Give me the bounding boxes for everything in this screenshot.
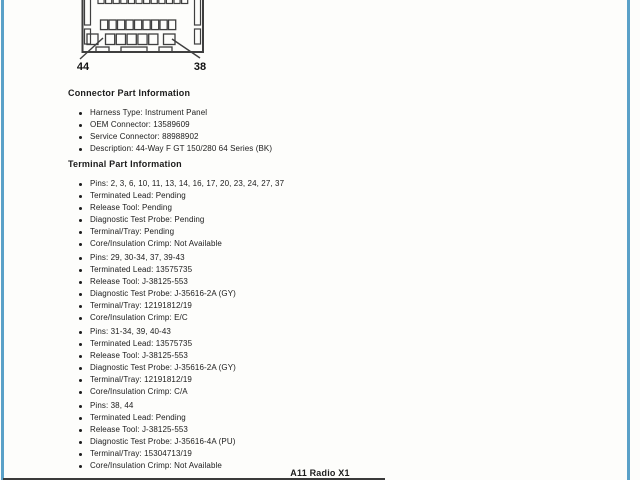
bullet-icon	[79, 207, 82, 210]
connector-diagram	[70, 0, 220, 78]
list-item	[68, 190, 573, 202]
bullet-icon	[79, 331, 82, 334]
bullet-icon	[79, 453, 82, 456]
list-item-text: Core/Insulation Crimp: Not Available	[90, 239, 222, 248]
connector-bottom-pin-row	[87, 34, 175, 45]
list-item-text: Terminal/Tray: 12191812/19	[90, 301, 192, 310]
list-item	[68, 338, 573, 350]
bullet-icon	[79, 429, 82, 432]
bullet-icon	[79, 112, 82, 115]
bullet-icon	[79, 293, 82, 296]
right-page-border	[627, 0, 630, 480]
list-item	[68, 374, 573, 386]
list-item-text: Description: 44-Way F GT 150/280 64 Series (BK)	[90, 144, 273, 153]
list-item	[68, 412, 573, 424]
list-item	[68, 362, 573, 374]
connector-top-pin-row	[98, 0, 188, 4]
list-item-text: Diagnostic Test Probe: J-35616-2A (GY)	[90, 363, 236, 372]
bullet-icon	[79, 148, 82, 151]
bullet-icon	[79, 391, 82, 394]
bullet-icon	[79, 367, 82, 370]
list-item-text: Pins: 38, 44	[90, 401, 134, 410]
bullet-icon	[79, 231, 82, 234]
list-item-text: Terminated Lead: 13575735	[90, 265, 193, 274]
document-content	[68, 88, 573, 472]
connector-middle-pin-row	[101, 20, 176, 30]
list-item	[68, 226, 573, 238]
pin-38-label: 38	[193, 61, 207, 73]
bullet-icon	[79, 343, 82, 346]
bullet-icon	[79, 405, 82, 408]
list-item	[68, 119, 573, 131]
list-item-text: Terminated Lead: 13575735	[90, 339, 193, 348]
bullet-icon	[79, 441, 82, 444]
connector-left-rail	[85, 0, 91, 25]
list-item	[68, 436, 573, 448]
list-item	[68, 252, 573, 264]
pin-44-cavity	[87, 34, 98, 45]
list-item-text: Pins: 29, 30-34, 37, 39-43	[90, 253, 185, 262]
list-item	[68, 386, 573, 398]
list-item-text: Release Tool: J-38125-553	[90, 425, 188, 434]
list-item-text: Terminal/Tray: 12191812/19	[90, 375, 192, 384]
connector-section-title: Connector Part Information	[68, 88, 191, 98]
list-item-text: Release Tool: Pending	[90, 203, 173, 212]
list-item-text: Core/Insulation Crimp: C/A	[90, 387, 188, 396]
list-item-text: Terminal/Tray: 15304713/19	[90, 449, 192, 458]
list-item	[68, 214, 573, 226]
list-item	[68, 350, 573, 362]
list-item-text: Core/Insulation Crimp: Not Available	[90, 461, 222, 470]
terminal-section-title: Terminal Part Information	[68, 159, 182, 169]
list-item-text: OEM Connector: 13589609	[90, 120, 190, 129]
list-item	[68, 238, 573, 250]
bullet-icon	[79, 269, 82, 272]
bullet-icon	[79, 317, 82, 320]
bullet-icon	[79, 183, 82, 186]
page-footer: A11 Radio X1	[290, 468, 350, 478]
list-item	[68, 312, 573, 324]
list-item-text: Terminated Lead: Pending	[90, 191, 186, 200]
list-item-text: Pins: 31-34, 39, 40-43	[90, 327, 171, 336]
list-item-text: Diagnostic Test Probe: J-35616-2A (GY)	[90, 289, 236, 298]
list-item	[68, 326, 573, 338]
list-item-text: Pins: 2, 3, 6, 10, 11, 13, 14, 16, 17, 20, 23, 24, 27, 37	[90, 179, 285, 188]
pin-38-pointer-line	[172, 39, 200, 58]
list-item-text: Release Tool: J-38125-553	[90, 351, 188, 360]
terminal-group-4	[68, 400, 573, 472]
bullet-icon	[79, 281, 82, 284]
list-item-text: Core/Insulation Crimp: E/C	[90, 313, 188, 322]
list-item	[68, 202, 573, 214]
bullet-icon	[79, 355, 82, 358]
bullet-icon	[79, 417, 82, 420]
list-item	[68, 276, 573, 288]
connector-bullet-list	[68, 107, 573, 155]
connector-right-rail	[195, 0, 201, 25]
connector-right-rail-notch	[195, 29, 201, 44]
bullet-icon	[79, 136, 82, 139]
list-item-text: Diagnostic Test Probe: J-35616-4A (PU)	[90, 437, 236, 446]
terminal-group-2	[68, 252, 573, 324]
list-item-text: Terminated Lead: Pending	[90, 413, 186, 422]
bullet-icon	[79, 219, 82, 222]
list-item-text: Release Tool: J-38125-553	[90, 277, 188, 286]
left-page-border	[1, 0, 4, 480]
list-item-text: Diagnostic Test Probe: Pending	[90, 215, 205, 224]
list-item	[68, 178, 573, 190]
list-item-text: Terminal/Tray: Pending	[90, 227, 175, 236]
bullet-icon	[79, 243, 82, 246]
list-item	[68, 400, 573, 412]
list-item	[68, 107, 573, 119]
bullet-icon	[79, 379, 82, 382]
list-item-text: Harness Type: Instrument Panel	[90, 108, 208, 117]
terminal-group-3	[68, 326, 573, 398]
list-item	[68, 424, 573, 436]
bullet-icon	[79, 124, 82, 127]
terminal-group-1	[68, 178, 573, 250]
bullet-icon	[79, 257, 82, 260]
list-item	[68, 143, 573, 155]
list-item	[68, 264, 573, 276]
list-item	[68, 448, 573, 460]
list-item	[68, 288, 573, 300]
bullet-icon	[79, 195, 82, 198]
list-item	[68, 131, 573, 143]
list-item	[68, 300, 573, 312]
pin-44-label: 44	[76, 61, 90, 73]
bullet-icon	[79, 305, 82, 308]
list-item-text: Service Connector: 88988902	[90, 132, 199, 141]
